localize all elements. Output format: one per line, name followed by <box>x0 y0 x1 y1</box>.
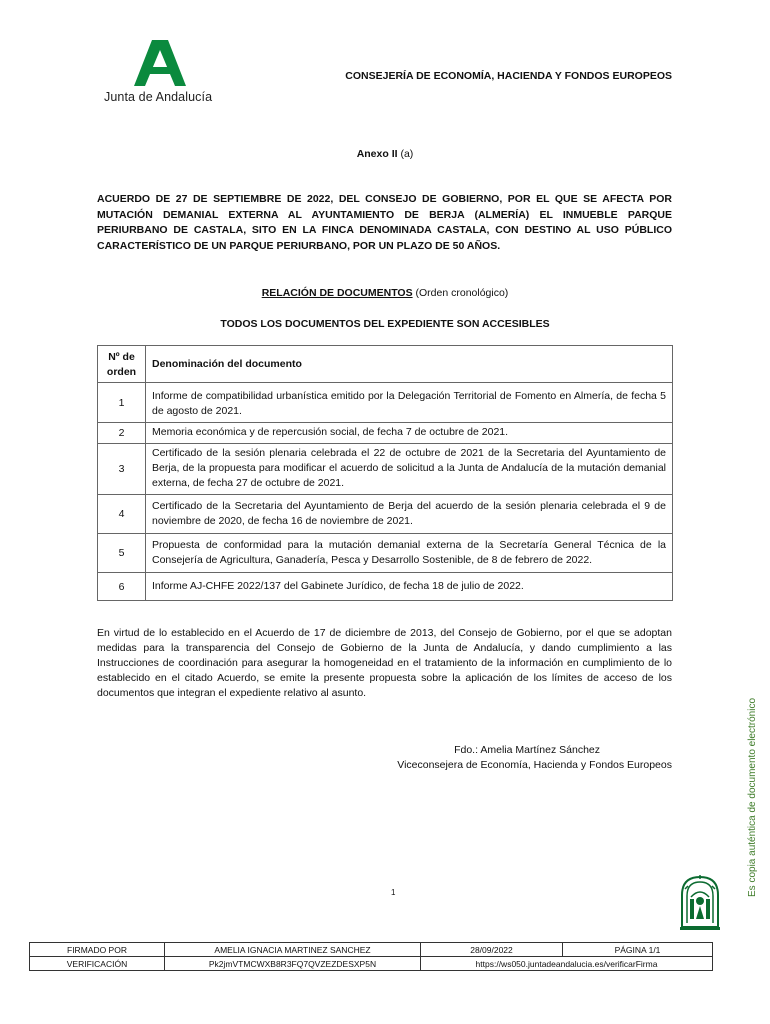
signed-by-label: FIRMADO POR <box>30 943 165 957</box>
row-number: 4 <box>98 495 146 534</box>
documents-table <box>97 345 673 601</box>
row-number: 1 <box>98 383 146 423</box>
verification-label: VERIFICACIÓN <box>30 957 165 971</box>
table-header-row <box>98 346 673 383</box>
signatory-role: Viceconsejera de Economía, Hacienda y Fondos Europeos <box>397 759 672 771</box>
accessible-note: TODOS LOS DOCUMENTOS DEL EXPEDIENTE SON ACCESIBLES <box>220 318 550 330</box>
footer-row-signed <box>30 943 713 957</box>
relation-title: RELACIÓN DE DOCUMENTOS <box>261 287 413 299</box>
relation-note: (Orden cronológico) <box>415 287 509 299</box>
row-number: 6 <box>98 573 146 601</box>
logo-text: Junta de Andalucía <box>104 90 213 104</box>
table-row <box>98 495 673 534</box>
department-name: CONSEJERÍA DE ECONOMÍA, HACIENDA Y FONDOS EUROPEOS <box>345 70 672 82</box>
row-number: 5 <box>98 534 146 573</box>
column-header-name: Denominación del documento <box>146 346 673 383</box>
table-row <box>98 383 673 423</box>
signature-date: 28/09/2022 <box>421 943 563 957</box>
authentic-copy-note: Es copia auténtica de documento electrónico <box>747 697 758 897</box>
signature-block <box>300 743 672 773</box>
row-description: Memoria económica y de repercusión social, de fecha 7 de octubre de 2021. <box>146 423 673 444</box>
row-number: 2 <box>98 423 146 444</box>
andalucia-seal-icon <box>678 873 722 931</box>
junta-logo <box>100 38 220 108</box>
page-number: 1 <box>391 888 396 897</box>
row-description: Informe AJ-CHFE 2022/137 del Gabinete Jurídico, de fecha 18 de julio de 2022. <box>146 573 673 601</box>
table-row <box>98 444 673 495</box>
row-description: Informe de compatibilidad urbanística emitido por la Delegación Territorial de Fomento en Almería, de fecha 5 de agosto de 2021. <box>146 383 673 423</box>
table-row <box>98 573 673 601</box>
row-description: Propuesta de conformidad para la mutación demanial externa de la Secretaría General Técnica de la Consejería de Agricultura, Ganadería, Pesca y Desarrollo Sostenible, de 8 de febrero de 2022. <box>146 534 673 573</box>
relation-heading <box>0 287 770 299</box>
footer-row-verification <box>30 957 713 971</box>
row-description: Certificado de la sesión plenaria celebrada el 22 de octubre de 2021 de la Secretaria del Ayuntamiento de Berja, de la propuesta para modificar el acuerdo de solicitud a la Junta de Andalucía de la mutación demanial externa, de fecha 27 de octubre de 2021. <box>146 444 673 495</box>
verification-code: Pk2jmVTMCWXB8R3FQ7QVZEZDESXP5N <box>165 957 421 971</box>
signer-name: AMELIA IGNACIA MARTINEZ SANCHEZ <box>165 943 421 957</box>
table-row <box>98 534 673 573</box>
signatory-name: Fdo.: Amelia Martínez Sánchez <box>454 744 600 756</box>
body-paragraph: En virtud de lo establecido en el Acuerdo de 17 de diciembre de 2013, del Consejo de Gobierno, por el que se adoptan medidas para la transparencia del Consejo de Gobierno de la Junta de Andalucía, y dando cumplimiento a las Instrucciones de coordinación para asegurar la homogeneidad en el tratamiento de la información en cumplimiento de lo establecido en el citado Acuerdo, se emite la presente propuesta sobre la aplicación de los límites de acceso de los documentos que integran el expediente relativo al asunto. <box>97 627 672 699</box>
page-indicator: PÁGINA 1/1 <box>563 943 713 957</box>
row-number: 3 <box>98 444 146 495</box>
annex-suffix: (a) <box>400 148 414 160</box>
annex-label: Anexo II <box>356 148 398 160</box>
signature-footer-table <box>29 942 713 971</box>
annex-heading <box>0 148 770 160</box>
verification-url[interactable]: https://ws050.juntadeandalucia.es/verificarFirma <box>421 957 713 971</box>
column-header-order: Nº de orden <box>98 346 146 383</box>
table-row <box>98 423 673 444</box>
agreement-title: ACUERDO DE 27 DE SEPTIEMBRE DE 2022, DEL CONSEJO DE GOBIERNO, POR EL QUE SE AFECTA POR MUTACIÓN DEMANIAL EXTERNA AL AYUNTAMIENTO DE BERJA (ALMERÍA) EL INMUEBLE PARQUE PERIURBANO DE CASTALA, SITO EN LA FINCA DENOMINADA CASTALA, CON DESTINO AL USO PÚBLICO CARACTERÍSTICO DE UN PARQUE PERIURBANO, POR UN PLAZO DE 50 AÑOS. <box>97 193 672 252</box>
junta-a-logo-icon <box>134 40 186 86</box>
row-description: Certificado de la Secretaria del Ayuntamiento de Berja del acuerdo de la sesión plenaria celebrada el 9 de noviembre de 2020, de fecha 16 de noviembre de 2021. <box>146 495 673 534</box>
